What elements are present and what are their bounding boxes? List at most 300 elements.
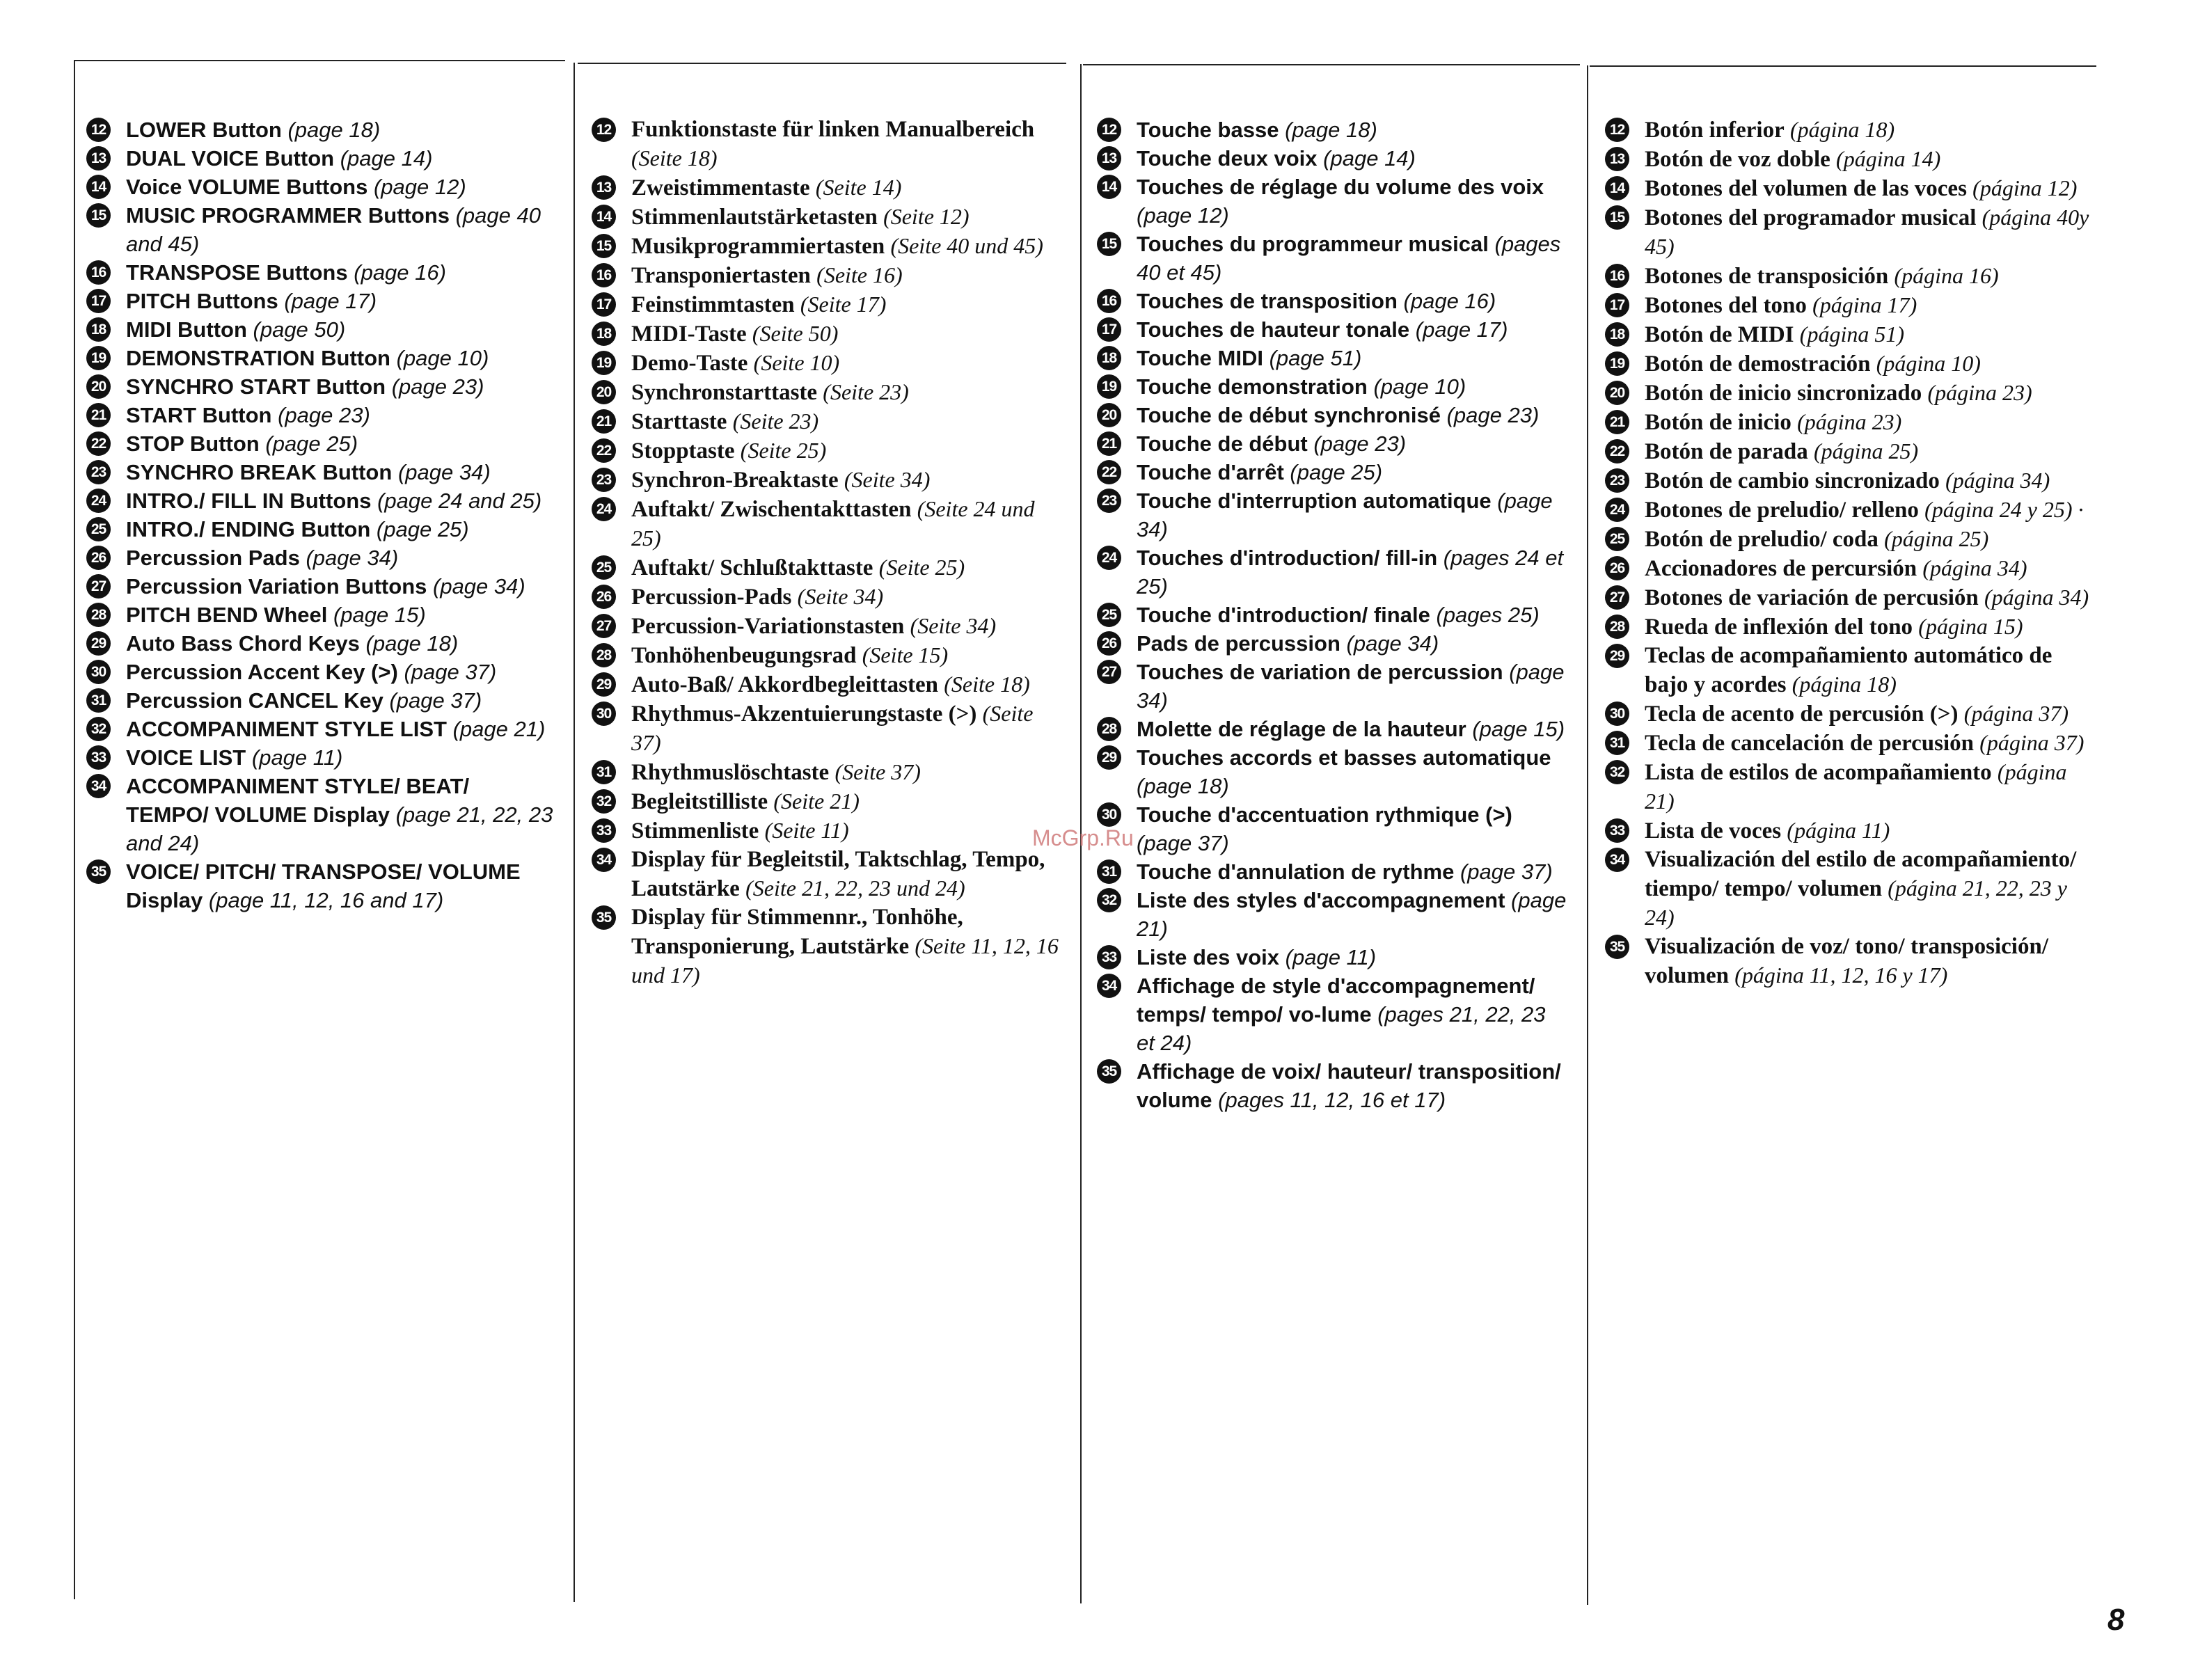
item-text [126,144,557,173]
list-item [1097,857,1569,886]
list-item [592,203,1065,232]
item-page-reference: (Seite 10) [753,350,840,375]
item-number-badge: 34 [1097,974,1121,998]
item-label: Touche MIDI [1137,346,1263,370]
item-page-reference: (page 34) [433,574,525,599]
item-text [1137,116,1569,144]
item-number-badge: 13 [592,175,616,200]
item-label: Touches d'introduction/ fill-in [1137,546,1438,570]
item-text [1645,496,2092,525]
item-label: Touches de réglage du volume des voix [1137,175,1544,199]
item-page-reference: (Seite 34) [910,613,997,638]
item-text [126,258,557,287]
item-label: Botón de inicio sincronizado [1645,381,1922,406]
item-label: Botón inferior [1645,118,1785,143]
list-item [1605,846,2092,933]
item-number-badge: 30 [592,702,616,726]
item-label: Synchronstarttaste [631,380,818,405]
item-text [631,903,1065,990]
item-text [1137,715,1569,743]
item-page-reference: (page 23) [391,374,484,399]
list-item [592,173,1065,203]
item-page-reference: (page 50) [253,317,346,342]
item-label: Auto-Baß/ Akkordbegleittasten [631,672,938,697]
item-label: Touches de hauteur tonale [1137,317,1410,342]
item-text [1645,174,2092,203]
item-page-reference: (página 37) [1963,701,2069,726]
item-text [1645,379,2092,408]
item-text [631,466,1065,495]
list-item [1097,458,1569,486]
item-label: Musikprogrammiertasten [631,234,885,259]
item-text [631,699,1065,758]
list-item [1605,699,2092,729]
item-number-badge: 19 [86,346,111,370]
item-label: Feinstimmtasten [631,292,795,317]
item-label: MIDI Button [126,317,247,342]
list-item [86,572,557,601]
item-number-badge: 27 [86,574,111,599]
item-text [1137,544,1569,601]
item-text [1137,743,1569,800]
item-label: Affichage de voix/ hauteur/ transposition/ volume [1137,1059,1561,1112]
item-page-reference: (page 25) [1290,460,1383,484]
list-item [86,857,557,914]
list-item [592,670,1065,699]
item-number-badge: 22 [1605,439,1629,463]
item-number-badge: 15 [1097,232,1121,256]
item-number-badge: 35 [592,905,616,930]
list-item [86,629,557,658]
list-item [86,515,557,544]
item-page-reference: (page 37) [389,688,482,713]
item-text [631,232,1065,261]
column-divider [75,60,565,61]
list-item [592,816,1065,846]
list-item [592,846,1065,903]
list-item [1605,408,2092,437]
item-text [126,401,557,429]
item-label: Affichage de style d'accompagnement/ temps/ tempo/ vo-lume [1137,974,1535,1027]
item-text [126,629,557,658]
item-label: Touche basse [1137,118,1279,142]
list-item [1097,315,1569,344]
item-text [126,544,557,572]
item-number-badge: 16 [1605,264,1629,288]
item-page-reference: (page 15) [333,603,426,627]
item-page-reference: (pages 25) [1436,603,1540,627]
item-text [1645,349,2092,379]
item-page-reference: (page 37) [1137,831,1229,855]
item-number-badge: 25 [1097,603,1121,627]
item-number-badge: 23 [86,460,111,484]
item-page-reference: (page 34) [306,546,399,570]
item-number-badge: 23 [1097,489,1121,513]
item-page-reference: (Seite 11, 12, 16 und 17) [631,933,1059,988]
item-page-reference: (página 10) [1876,351,1981,376]
item-number-badge: 14 [1097,175,1121,199]
item-text [631,378,1065,407]
item-label: Touche demonstration [1137,374,1368,399]
item-number-badge: 12 [1605,118,1629,142]
item-text [631,787,1065,816]
item-number-badge: 25 [1605,527,1629,551]
item-page-reference: (Seite 37) [631,701,1034,755]
item-page-reference: (Seite 12) [883,204,970,229]
item-number-badge: 21 [1605,410,1629,434]
item-label: Liste des voix [1137,945,1280,969]
item-label: Botón de inicio [1645,410,1791,435]
item-number-badge: 32 [592,789,616,814]
item-number-badge: 28 [1097,717,1121,741]
list-item [86,601,557,629]
list-item [592,612,1065,641]
item-label: Display für Stimmennr., Tonhöhe, Transponierung, Lautstärke [631,905,963,959]
item-page-reference: (page 11) [1285,945,1377,969]
item-number-badge: 20 [86,374,111,399]
item-text [1137,486,1569,544]
column-divider [574,63,575,1602]
item-page-reference: (page 23) [1446,403,1540,427]
item-number-badge: 29 [1097,745,1121,770]
item-page-reference: (página 12) [1972,175,2078,200]
item-page-reference: (página 21) [1645,759,2067,814]
item-text [126,715,557,743]
item-page-reference: (página 21, 22, 23 y 24) [1645,875,2067,930]
item-label: Pads de percussion [1137,631,1340,656]
item-number-badge: 15 [1605,205,1629,230]
list-item [1097,116,1569,144]
item-text [1137,1057,1569,1114]
item-page-reference: (Seite 18) [944,672,1030,697]
item-number-badge: 30 [1605,702,1629,726]
item-text [631,319,1065,349]
item-page-reference: (pages 24 et 25) [1137,546,1564,599]
item-page-reference: (page 34) [1137,489,1553,541]
item-label: Voice VOLUME Buttons [126,175,368,199]
item-page-reference: (page 15) [1472,717,1565,741]
item-number-badge: 22 [592,438,616,463]
item-text [1645,525,2092,554]
item-label: VOICE LIST [126,745,246,770]
item-text [631,612,1065,641]
list-item [1605,642,2092,699]
item-number-badge: 14 [1605,176,1629,200]
list-item [1097,230,1569,287]
item-page-reference: (Seite 14) [815,175,902,200]
item-number-badge: 23 [592,468,616,492]
item-label: Liste des styles d'accompagnement [1137,888,1505,912]
item-number-badge: 32 [86,717,111,741]
item-page-reference: (page 37) [404,660,497,684]
item-text [126,173,557,201]
item-page-reference: (page 18) [1285,118,1377,142]
list-item [1605,349,2092,379]
item-label: Touches du programmeur musical [1137,232,1489,256]
item-label: Touche d'arrêt [1137,460,1284,484]
item-label: Tecla de acento de percusión (>) [1645,702,1959,727]
item-label: Accionadores de percursión [1645,556,1917,581]
item-label: Auftakt/ Zwischentakttasten [631,497,912,522]
item-number-badge: 33 [86,745,111,770]
item-number-badge: 27 [1605,585,1629,610]
item-number-badge: 19 [592,351,616,375]
list-item [1605,145,2092,174]
item-label: Touche d'introduction/ finale [1137,603,1430,627]
item-text [631,290,1065,319]
item-label: Botón de parada [1645,439,1808,464]
item-text [631,758,1065,787]
item-number-badge: 32 [1097,888,1121,912]
item-label: Botones del volumen de las voces [1645,176,1967,201]
item-label: MIDI-Taste [631,322,747,347]
item-number-badge: 12 [592,118,616,142]
item-text [1137,886,1569,943]
item-page-reference: (pages 21, 22, 23 et 24) [1137,1002,1546,1055]
item-text [631,173,1065,203]
item-label: Rhythmuslöschtaste [631,760,830,785]
list-item [86,772,557,857]
item-label: Botón de preludio/ coda [1645,527,1878,552]
list-item [1097,173,1569,230]
column-spanish [1605,116,2092,990]
list-item [86,173,557,201]
list-item [1097,1057,1569,1114]
item-page-reference: (Seite 17) [800,292,887,317]
item-number-badge: 34 [86,774,111,798]
list-item [592,349,1065,378]
item-text [631,116,1065,173]
list-item [592,495,1065,553]
item-text [1137,658,1569,715]
item-number-badge: 20 [1605,381,1629,405]
item-text [126,857,557,914]
list-item [592,641,1065,670]
list-item [1097,972,1569,1057]
list-item [1605,291,2092,320]
item-number-badge: 12 [86,118,111,142]
item-text [1645,437,2092,466]
item-page-reference: (página 25) [1884,526,1989,551]
item-label: DUAL VOICE Button [126,146,335,171]
item-label: Visualización del estilo de acompañamiento/ tiempo/ tempo/ volumen [1645,847,2077,901]
column-divider [1587,65,1588,1605]
item-number-badge: 29 [1605,644,1629,668]
item-number-badge: 20 [1097,403,1121,427]
list-item [1097,287,1569,315]
item-page-reference: (page 23) [1313,431,1407,456]
list-item [86,315,557,344]
page-number: 8 [2107,1603,2125,1637]
list-item [1097,429,1569,458]
item-text [1137,943,1569,972]
item-page-reference: (Seite 24 und 25) [631,496,1035,550]
item-text [1645,612,2092,642]
item-number-badge: 26 [1097,631,1121,656]
item-text [1645,699,2092,729]
item-page-reference: (Seite 34) [844,467,931,492]
list-item [592,699,1065,758]
list-item [592,787,1065,816]
list-item [1097,544,1569,601]
item-page-reference: (page 12) [373,175,466,199]
item-page-reference: (página 34) [1945,468,2050,493]
item-text [1137,315,1569,344]
list-item [592,116,1065,173]
item-text [631,261,1065,290]
item-page-reference: (página 34) [1984,585,2089,610]
item-text [631,436,1065,466]
item-number-badge: 27 [1097,660,1121,684]
item-label: Botón de cambio sincronizado [1645,468,1940,493]
list-item [86,429,557,458]
item-text [126,486,557,515]
item-page-reference: (Seite 23) [732,409,819,434]
item-label: Starttaste [631,409,727,434]
item-number-badge: 31 [86,688,111,713]
item-label: Percussion CANCEL Key [126,688,383,713]
item-text [126,201,557,258]
item-number-badge: 21 [592,409,616,434]
item-page-reference: (page 14) [1323,146,1416,171]
item-number-badge: 18 [592,322,616,346]
item-page-reference: (page 25) [265,431,358,456]
item-label: Botón de voz doble [1645,147,1830,172]
item-page-reference: (page 12) [1137,203,1229,228]
item-page-reference: (page 16) [354,260,446,285]
list-item [592,378,1065,407]
list-item [86,144,557,173]
item-label: Tonhöhenbeugungsrad [631,643,857,668]
item-page-reference: (Seite 15) [862,642,949,667]
item-label: Demo-Taste [631,351,748,376]
list-item [1097,601,1569,629]
item-label: Transponiertasten [631,263,811,288]
item-label: Percussion Pads [126,546,300,570]
item-number-badge: 17 [86,289,111,313]
item-text [1137,857,1569,886]
item-number-badge: 25 [86,517,111,541]
item-label: Display für Begleitstil, Taktschlag, Tempo, Lautstärke [631,847,1045,901]
item-page-reference: (Seite 21) [773,789,860,814]
item-label: Stopptaste [631,438,735,463]
item-page-reference: (Seite 25) [740,438,827,463]
list-item [1097,486,1569,544]
item-page-reference: (Seite 25) [878,555,965,580]
item-page-reference: (page 21) [1137,888,1567,941]
item-text [631,641,1065,670]
item-number-badge: 30 [1097,802,1121,827]
item-number-badge: 17 [592,292,616,317]
item-text [1645,583,2092,612]
list-item [1097,401,1569,429]
item-text [1645,846,2092,933]
item-label: Botones del tono [1645,293,1807,318]
item-text [631,495,1065,553]
item-page-reference: (page 16) [1403,289,1496,313]
list-item [86,344,557,372]
item-text [126,372,557,401]
item-number-badge: 17 [1097,317,1121,342]
item-page-reference: (page 14) [340,146,433,171]
list-item [592,436,1065,466]
item-number-badge: 35 [1097,1059,1121,1084]
item-page-reference: (Seite 37) [835,759,921,784]
item-text [126,315,557,344]
item-label: TRANSPOSE Buttons [126,260,348,285]
item-label: Synchron-Breaktaste [631,468,839,493]
list-item [86,372,557,401]
item-page-reference: (page 17) [1415,317,1508,342]
list-item [1605,437,2092,466]
item-number-badge: 28 [1605,615,1629,639]
list-item [1097,658,1569,715]
item-page-reference: (página 40y 45) [1645,205,2089,259]
list-item [1097,715,1569,743]
item-number-badge: 31 [592,760,616,784]
item-number-badge: 29 [592,672,616,697]
item-text [1137,287,1569,315]
item-number-badge: 24 [86,489,111,513]
list-item [1605,758,2092,816]
list-item [1605,174,2092,203]
item-number-badge: 29 [86,631,111,656]
item-text [1645,262,2092,291]
item-label: Touche deux voix [1137,146,1318,171]
item-label: Touches de variation de percussion [1137,660,1503,684]
item-text [1645,291,2092,320]
item-page-reference: (page 18) [1137,774,1229,798]
item-page-reference: (Seite 40 und 45) [890,233,1043,258]
item-text [631,583,1065,612]
item-label: Percussion-Pads [631,585,792,610]
item-text [126,743,557,772]
item-page-reference: (Seite 50) [752,321,839,346]
item-page-reference: (página 15) [1918,614,2023,639]
list-item [1605,203,2092,262]
item-page-reference: (página 23) [1797,409,1902,434]
item-number-badge: 31 [1605,731,1629,755]
item-number-badge: 28 [86,603,111,627]
item-number-badge: 35 [86,859,111,884]
list-item [592,319,1065,349]
item-number-badge: 33 [1097,945,1121,969]
item-text [1645,554,2092,583]
list-item [86,401,557,429]
column-divider [1083,64,1580,65]
item-label: Stimmenlautstärketasten [631,205,878,230]
item-text [1645,758,2092,816]
item-number-badge: 33 [592,818,616,843]
item-text [126,601,557,629]
item-page-reference: (page 37) [1460,859,1553,884]
item-number-badge: 14 [86,175,111,199]
item-number-badge: 20 [592,380,616,404]
item-page-reference: (page 40 and 45) [126,203,541,256]
item-page-reference: (página 16) [1894,263,1999,288]
item-text [1645,816,2092,846]
item-label: Botones de variación de percusión [1645,585,1979,610]
item-text [126,287,557,315]
list-item [86,287,557,315]
list-item [592,758,1065,787]
item-text [631,670,1065,699]
item-text [631,407,1065,436]
item-page-reference: (página 23) [1927,380,2032,405]
list-item [86,743,557,772]
item-label: Tecla de cancelación de percusión [1645,731,1974,756]
item-number-badge: 26 [1605,556,1629,580]
